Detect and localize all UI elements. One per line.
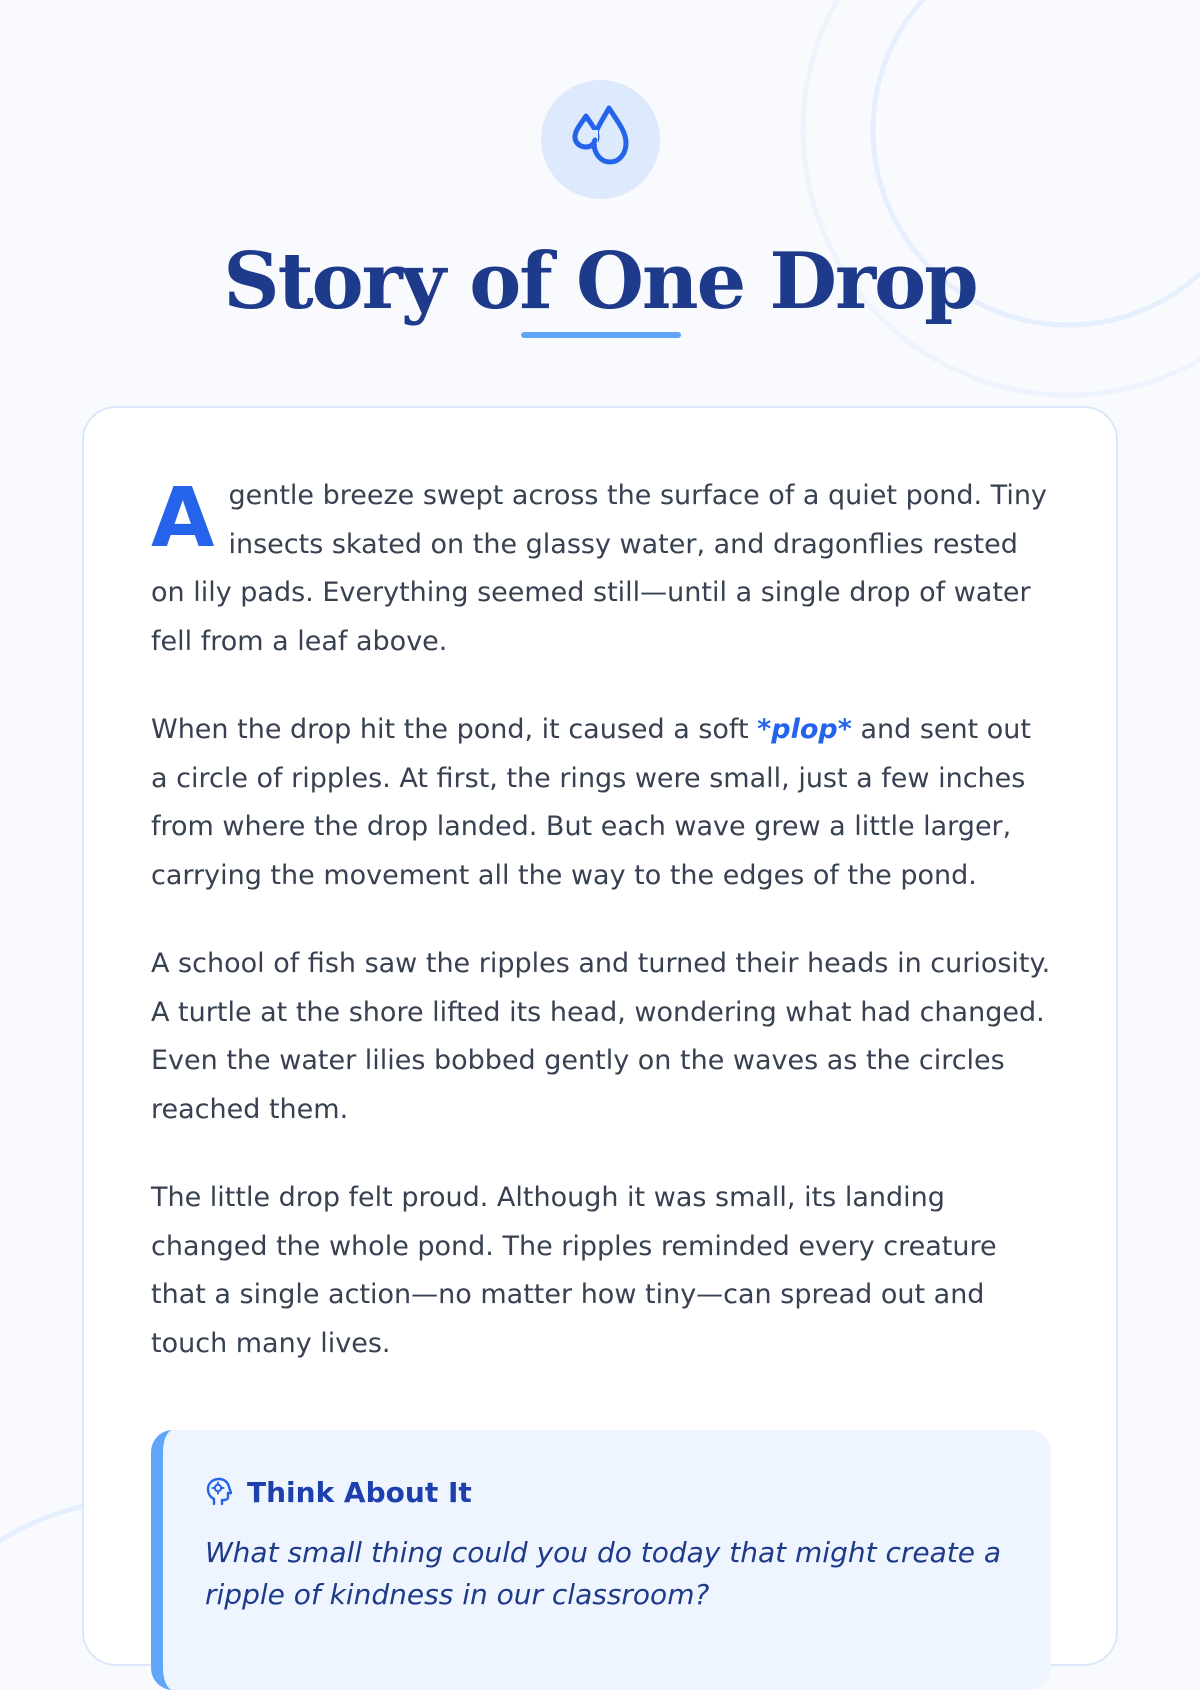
water-drops-icon — [565, 104, 636, 175]
page-title: Story of One Drop — [223, 236, 977, 327]
story-paragraph-3: A school of fish saw the ripples and turned their heads in curiosity. A turtle at the shore lifted its head, wondering what had changed. Even the water lilies bobbed gently on the waves as the circles reached them. — [151, 948, 1051, 1125]
callout-header — [205, 1472, 472, 1512]
paragraph-2-text-after: and sent out a circle of ripples. At first, the rings were small, just a few inches from where the drop landed. But each wave grew a little larger, carrying the movement all the way to the edges of the pond. — [151, 714, 1031, 891]
story-card — [82, 406, 1118, 1666]
page-header — [0, 0, 1200, 400]
paragraph-1-text: gentle breeze swept across the surface of a quiet pond. Tiny insects skated on the glassy water, and dragonflies rested on lily pads. Everything seemed still—until a single drop of water fell from a leaf above. — [151, 480, 1047, 657]
plop-emphasis: *plop* — [757, 714, 852, 745]
story-paragraph-4: The little drop felt proud. Although it was small, its landing changed the whole pond. The ripples reminded every creature that a single action—no matter how tiny—can spread out and touch many lives. — [151, 1182, 997, 1359]
callout-question: What small thing could you do today that might create a ripple of kindness in our classroom? — [205, 1536, 1002, 1611]
head-thinking-icon — [205, 1477, 235, 1507]
story-body — [151, 472, 1051, 1408]
title-underline — [521, 332, 681, 338]
paragraph-2-text-before: When the drop hit the pond, it caused a soft — [151, 714, 749, 745]
logo-badge — [541, 80, 660, 199]
callout-title: Think About It — [247, 1475, 472, 1509]
drop-cap: A — [151, 471, 215, 566]
think-about-it-callout — [151, 1430, 1051, 1690]
story-paragraph-1 — [151, 472, 1051, 666]
story-paragraph-2 — [151, 706, 1051, 900]
